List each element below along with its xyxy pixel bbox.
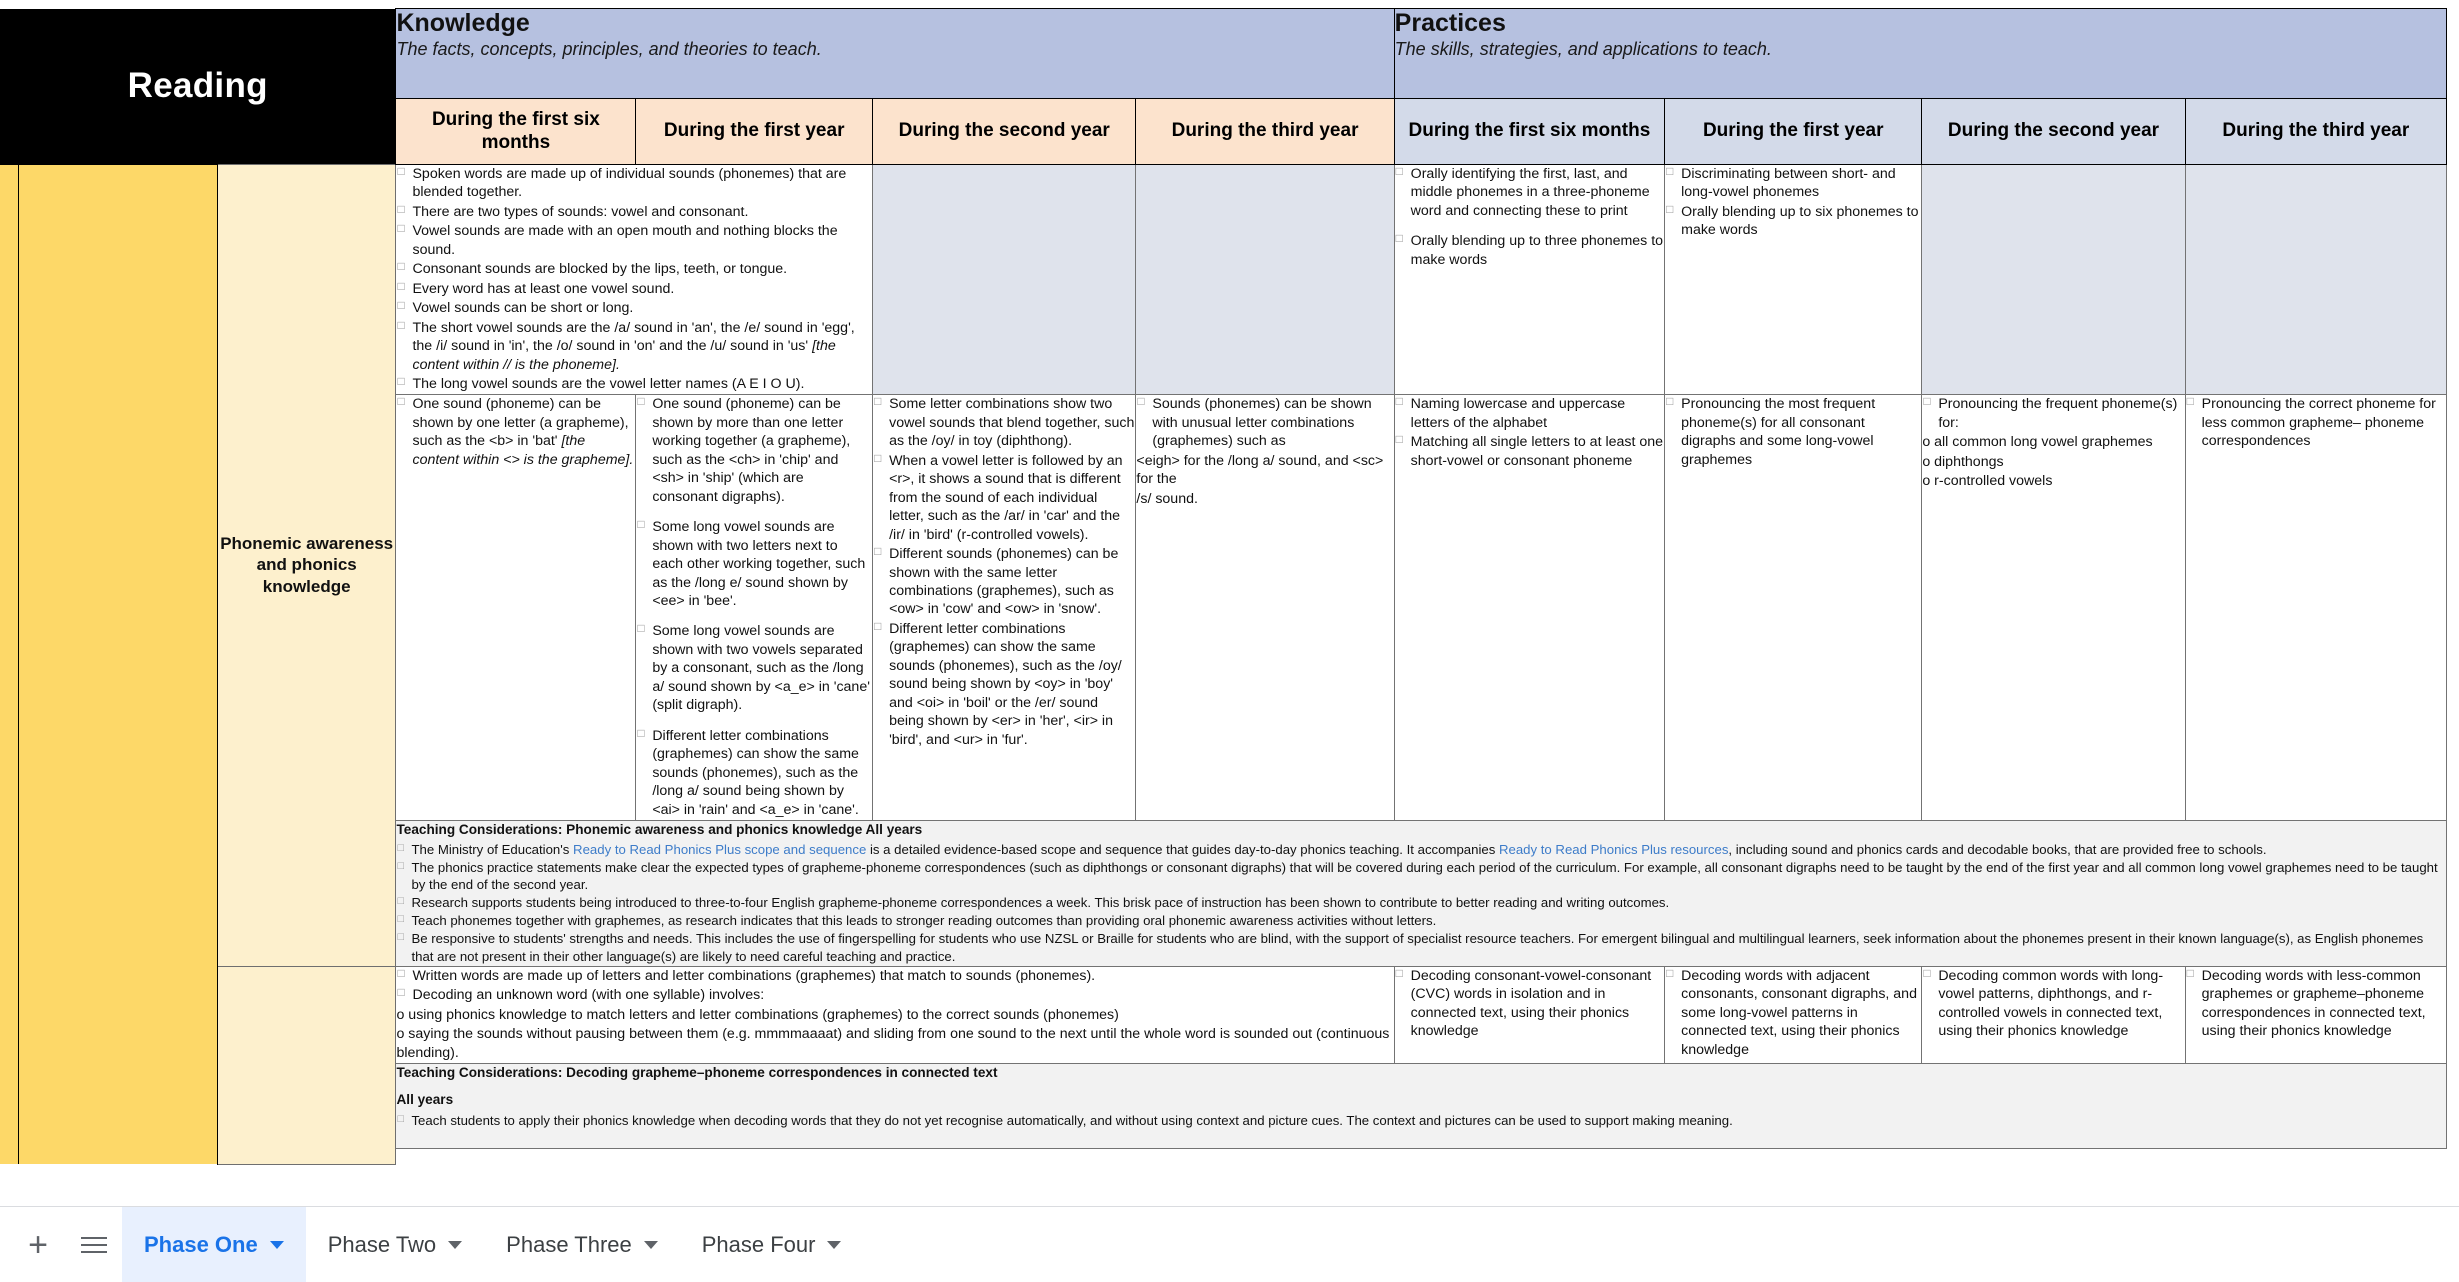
chevron-down-icon[interactable] (448, 1241, 462, 1249)
text-post: , including sound and phonics cards and decodable books, that are provided free to schools. (1728, 841, 2267, 857)
cell-practices-decoding-p3[interactable] (1922, 966, 2185, 1063)
teaching-considerations-subhead: All years (396, 1091, 454, 1107)
topic-decoding-spacer (217, 966, 396, 1164)
cell-knowledge-p1-row1[interactable] (396, 165, 873, 395)
cell-practices-p4-row1-empty[interactable] (2185, 165, 2446, 395)
list-item: □ Matching all single letters to at least one short-vowel or consonant phoneme (1395, 433, 1664, 470)
list-item: □ Teach phonemes together with graphemes, as research indicates that this leads to stronger reading outcomes than providing oral phonemic awareness activities without letters. (396, 912, 2446, 929)
sheet-tab-phase-two[interactable] (306, 1207, 484, 1282)
text-pre: The Ministry of Education's (411, 841, 574, 857)
sub-item: o r-controlled vowels (1922, 473, 2053, 490)
list-item: □ Vowel sounds can be short or long. (396, 299, 872, 317)
list-item (396, 395, 635, 469)
cell-practices-p1-row1[interactable] (1394, 165, 1664, 395)
list-item: □ Decoding an unknown word (with one syllable) involves: (396, 986, 1393, 1004)
sub-item: o saying the sounds without pausing between them (e.g. mmmmaaaat) and sliding from one sound to the next until the whole word is sounded out (continuous blending). (396, 1026, 1390, 1061)
list-item: □ Discriminating between short- and long-vowel phonemes (1665, 165, 1921, 202)
list-item: □ Pronouncing the most frequent phoneme(s) for all consonant digraphs and some long-vowel graphemes (1665, 395, 1921, 469)
list-item: □ Teach students to apply their phonics knowledge when decoding words that they do not yet recognise automatically, and without using context and picture cues. The context and pictures can be used to support making meaning. (396, 1112, 2446, 1129)
list-item: □ The phonics practice statements make clear the expected types of grapheme-phoneme correspondences (such as diphthongs or consonant digraphs) that will be covered during each period of the curriculum. For example, all consonant digraphs need to be taught by the end of the first year and all common long vowel graphemes need to be taught by the end of the second year. (396, 859, 2446, 893)
list-item: □ When a vowel letter is followed by an <r>, it shows a sound that is different from the sound of each individual letter, such as the /ar/ in 'car' and the /ir/ in 'bird' (r-controlled vowels). (873, 452, 1135, 544)
column-header-practices-first-six-months: During the first six months (1394, 99, 1664, 165)
teaching-considerations-decoding[interactable] (396, 1063, 2447, 1148)
list-item: □ Some long vowel sounds are shown with two vowels separated by a consonant, such as the /long a/ sound shown by <a_e> in 'cane' (split digraph). (636, 622, 872, 714)
cell-practices-p2-row1[interactable] (1665, 165, 1922, 395)
column-header-knowledge-third-year: During the third year (1136, 99, 1394, 165)
sub-item: o diphthongs (1922, 453, 2004, 470)
domain-header-knowledge (396, 9, 1394, 99)
sheet-tab-bar (0, 1206, 2459, 1282)
sub-item: o all common long vowel graphemes (1922, 434, 2153, 451)
domain-subtitle: The facts, concepts, principles, and theories to teach. (396, 39, 822, 59)
column-header-practices-third-year: During the third year (2185, 99, 2446, 165)
sheet-tab-phase-one[interactable] (122, 1207, 306, 1282)
list-item: □ Some long vowel sounds are shown with two letters next to each other working together, such as the /long e/ sound shown by <ee> in 'bee'. (636, 518, 872, 610)
teaching-considerations-phonemic[interactable] (396, 820, 2447, 966)
text-mid: is a detailed evidence-based scope and sequence that guides day-to-day phonics teaching. It accompanies (866, 841, 1499, 857)
list-item-continuation: /s/ sound. (1136, 490, 1198, 507)
list-item: □ Decoding words with less-common graphemes or grapheme–phoneme correspondences in connected text, using their phonics knowledge (2186, 967, 2446, 1041)
column-header-practices-first-year: During the first year (1665, 99, 1922, 165)
table-row (0, 165, 2447, 395)
strand-color-band (0, 165, 18, 1165)
list-item: □ Pronouncing the frequent phoneme(s) for: (1922, 395, 2184, 432)
domain-header-practices (1394, 9, 2446, 99)
list-item: □ Every word has at least one vowel sound. (396, 280, 872, 298)
sheet-grid (0, 8, 2459, 1206)
hamburger-icon (81, 1237, 107, 1253)
domain-subtitle: The skills, strategies, and applications to teach. (1394, 39, 1772, 59)
cell-practices-p2-row2[interactable] (1665, 395, 1922, 821)
list-item-continuation: <eigh> for the /long a/ sound, and <sc> for the (1136, 452, 1384, 488)
cell-knowledge-p2-row2[interactable] (636, 395, 873, 821)
list-item: □ Decoding consonant-vowel-consonant (CVC) words in isolation and in connected text, using their phonics knowledge (1395, 967, 1664, 1041)
list-item: □ Research supports students being introduced to three-to-four English grapheme-phoneme correspondences a week. This brisk pace of instruction has been shown to contribute to better reading and writing outcomes. (396, 894, 2446, 911)
list-item: □ There are two types of sounds: vowel and consonant. (396, 203, 872, 221)
table-row (0, 966, 2447, 1063)
sheet-tab-label: Phase Two (327, 1231, 437, 1257)
column-header-knowledge-first-six-months: During the first six months (396, 99, 636, 165)
teaching-considerations-title: Teaching Considerations: Phonemic awareness and phonics knowledge All years (396, 821, 923, 837)
list-item-text: The short vowel sounds are the /a/ sound in 'an', the /e/ sound in 'egg', the /i/ sound in 'in', the /o/ sound in 'on' and the /u/ sound in 'us' (412, 319, 855, 355)
list-item: □ Orally blending up to three phonemes to make words (1395, 232, 1664, 269)
list-item: □ Some letter combinations show two vowel sounds that blend together, such as the /oy/ in toy (diphthong). (873, 395, 1135, 450)
list-item: □ Different letter combinations (graphemes) can show the same sounds (phonemes), such as the /long a/ sound being shown by <ai> in 'rain' and <a_e> in 'cane'. (636, 727, 872, 819)
cell-knowledge-decoding-row3[interactable] (396, 966, 1394, 1063)
chevron-down-icon[interactable] (644, 1241, 658, 1249)
filler-cell (396, 1148, 2447, 1164)
list-item: □ Consonant sounds are blocked by the lips, teeth, or tongue. (396, 260, 872, 278)
italic-note: [the content within <> is the grapheme]. (412, 433, 634, 468)
all-sheets-button[interactable] (66, 1217, 122, 1273)
list-item: □ Be responsive to students' strengths and needs. This includes the use of fingerspelling for students who use NZSL or Braille for students who are blind, with the support of specialist resource teachers. For emergent bilingual and multilingual learners, seek information about the phonemes present in their known language(s), as English phonemes that are not present in their other language(s) are likely to need careful teaching and practice. (396, 930, 2446, 964)
list-item: □ Written words are made up of letters and letter combinations (graphemes) that match to sounds (phonemes). (396, 967, 1393, 985)
cell-practices-p3-row1-empty[interactable] (1922, 165, 2185, 395)
list-item: □ Decoding common words with long-vowel patterns, diphthongs, and r- controlled vowels in connected text, using their phonics knowledge (1922, 967, 2184, 1041)
cell-practices-decoding-p1[interactable] (1394, 966, 1664, 1063)
list-item: □ The long vowel sounds are the vowel letter names (A E I O U). (396, 375, 872, 393)
cell-practices-decoding-p2[interactable] (1665, 966, 1922, 1063)
cell-practices-p1-row2[interactable] (1394, 395, 1664, 821)
cell-practices-p3-row2[interactable] (1922, 395, 2185, 821)
domain-title: Knowledge (396, 9, 530, 37)
list-item: □ Sounds (phonemes) can be shown with unusual letter combinations (graphemes) such as (1136, 395, 1393, 450)
list-item (396, 319, 872, 374)
chevron-down-icon[interactable] (827, 1241, 841, 1249)
cell-knowledge-p4-row2[interactable] (1136, 395, 1394, 821)
sheet-tab-phase-three[interactable] (484, 1207, 680, 1282)
list-item: □ Different letter combinations (graphemes) can show the same sounds (phonemes), such as the /oy/ sound being shown by <oy> in 'boy' and <oi> in 'boil' or the /er/ sound being shown by <er> in 'her', <ir> in 'bird', and <ur> in 'fur'. (873, 620, 1135, 749)
cell-knowledge-p1-row2[interactable] (396, 395, 636, 821)
link-scope-and-sequence[interactable]: Ready to Read Phonics Plus scope and sequence (573, 841, 867, 857)
list-item: □ Orally blending up to six phonemes to make words (1665, 203, 1921, 240)
cell-knowledge-p3-row1-empty[interactable] (873, 165, 1136, 395)
cell-practices-decoding-p4[interactable] (2185, 966, 2446, 1063)
cell-knowledge-p4-row1-empty[interactable] (1136, 165, 1394, 395)
list-item: □ Pronouncing the correct phoneme for less common grapheme– phoneme correspondences (2186, 395, 2446, 450)
add-sheet-button[interactable] (10, 1217, 66, 1273)
list-item: □ One sound (phoneme) can be shown by more than one letter working together (a grapheme), such as the <ch> in 'chip' and <sh> in 'ship' (which are consonant digraphs). (636, 395, 872, 506)
page-title: Reading (0, 9, 396, 165)
curriculum-table (0, 8, 2447, 1165)
topic-phonemic-awareness: Phonemic awareness and phonics knowledge (217, 165, 396, 967)
sub-item: o using phonics knowledge to match letters and letter combinations (graphemes) to the correct sounds (phonemes) (396, 1006, 1119, 1023)
header-row-domains (0, 9, 2447, 99)
domain-title: Practices (1394, 9, 1506, 37)
cell-knowledge-p3-row2[interactable] (873, 395, 1136, 821)
sheet-tab-phase-four[interactable] (680, 1207, 864, 1282)
sheet-tab-label: Phase Three (506, 1231, 632, 1257)
chevron-down-icon[interactable] (270, 1241, 284, 1249)
strand-band (18, 165, 217, 1165)
list-item: □ Decoding words with adjacent consonants, consonant digraphs, and some long-vowel patterns in connected text, using their phonics knowledge (1665, 967, 1921, 1059)
list-item-text: One sound (phoneme) can be shown by one letter (a grapheme), such as the <b> in 'bat' (412, 396, 629, 450)
list-item: □ Orally identifying the first, last, and middle phonemes in a three-phoneme word and connecting these to print (1395, 165, 1664, 220)
italic-note: [the content within // is the phoneme]. (412, 338, 836, 373)
list-item (396, 841, 2446, 858)
sheet-tab-label: Phase One (144, 1231, 258, 1257)
link-phonics-plus-resources[interactable]: Ready to Read Phonics Plus resources (1498, 841, 1729, 857)
plus-icon: + (28, 1225, 48, 1264)
list-item: □ Naming lowercase and uppercase letters of the alphabet (1395, 395, 1664, 432)
list-item: □ Different sounds (phonemes) can be shown with the same letter combinations (graphemes), such as <ow> in 'cow' and <ow> in 'snow'. (873, 545, 1135, 619)
column-header-knowledge-second-year: During the second year (873, 99, 1136, 165)
cell-practices-p4-row2[interactable] (2185, 395, 2446, 821)
list-item: □ Vowel sounds are made with an open mouth and nothing blocks the sound. (396, 222, 872, 259)
teaching-considerations-title: Teaching Considerations: Decoding grapheme–phoneme correspondences in connected text (396, 1064, 998, 1080)
column-header-knowledge-first-year: During the first year (636, 99, 873, 165)
column-header-practices-second-year: During the second year (1922, 99, 2185, 165)
list-item: □ Spoken words are made up of individual sounds (phonemes) that are blended together. (396, 165, 872, 202)
sheet-tab-label: Phase Four (701, 1231, 816, 1257)
